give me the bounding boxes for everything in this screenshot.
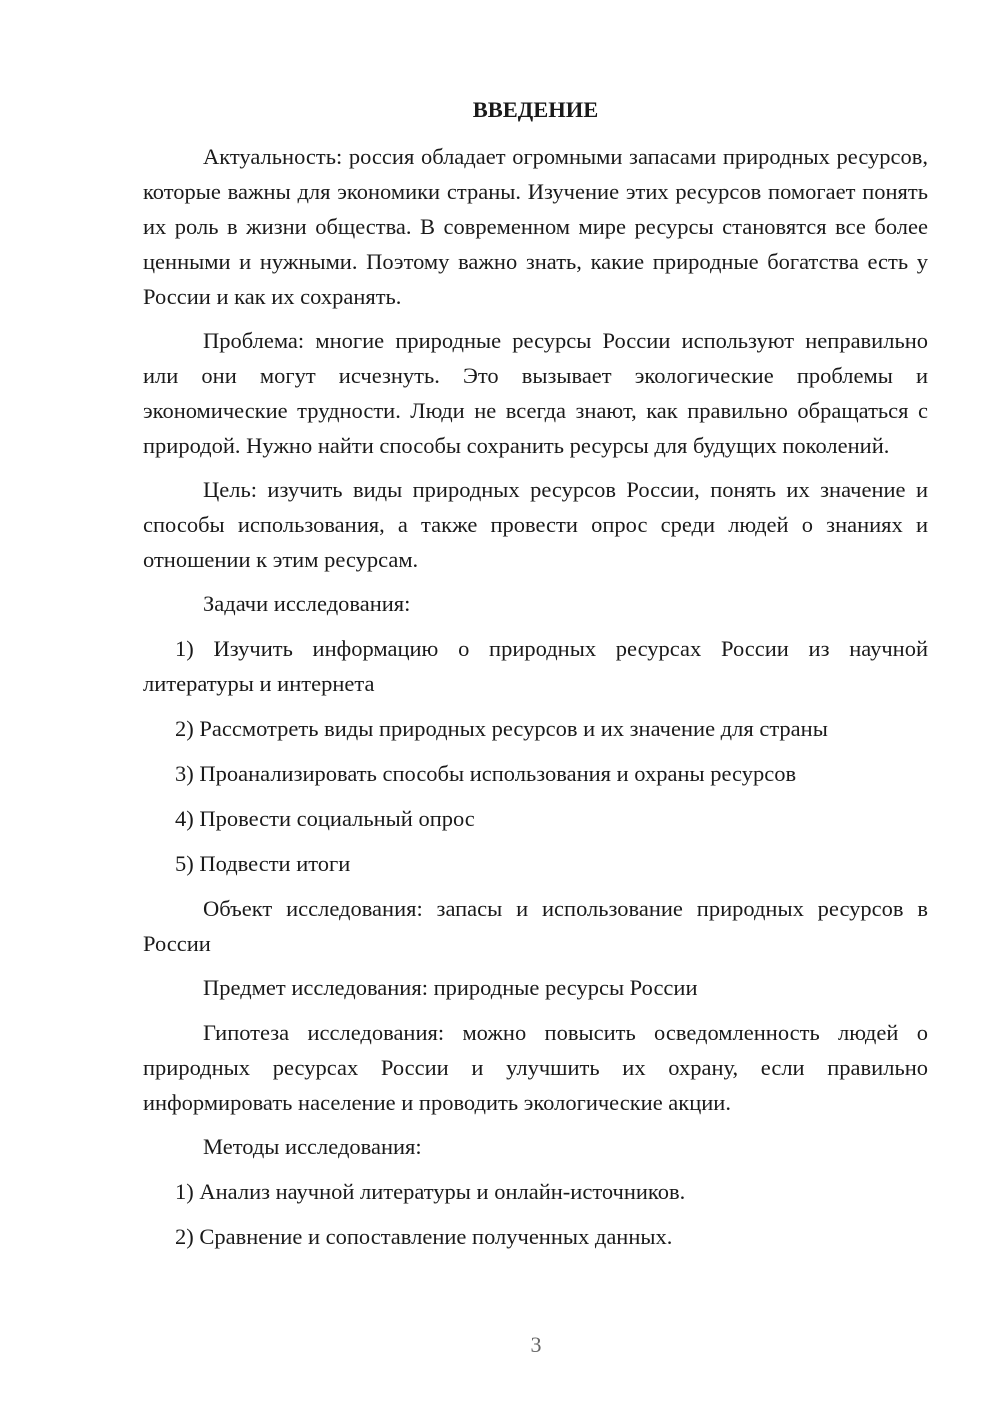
object-paragraph: Объект исследования: запасы и использование природных ресурсов в России: [143, 896, 928, 956]
methods-heading: Методы исследования:: [203, 1134, 422, 1159]
subject-paragraph: Предмет исследования: природные ресурсы России: [203, 975, 698, 1000]
method-item-1: 1) Анализ научной литературы и онлайн-источников.: [175, 1179, 686, 1204]
page-number: 3: [530, 1332, 542, 1357]
task-item-2: 2) Рассмотреть виды природных ресурсов и их значение для страны: [175, 716, 828, 741]
problem-paragraph: Проблема: многие природные ресурсы России используют неправильно или они могут исчезнуть. Это вызывает экологические проблемы и экономические трудности. Люди не всегда знают, как правильно обращаться с природой. Нужно найти способы сохранить ресурсы для будущих поколений.: [143, 328, 928, 458]
document-page: [143, 92, 928, 1264]
task-item-4: 4) Провести социальный опрос: [175, 806, 475, 831]
section-title: ВВЕДЕНИЕ: [472, 97, 599, 122]
goal-paragraph: Цель: изучить виды природных ресурсов России, понять их значение и способы использования, а также провести опрос среди людей о знаниях и отношении к этим ресурсам.: [143, 477, 928, 572]
task-item-3: 3) Проанализировать способы использования и охраны ресурсов: [175, 761, 797, 786]
task-item-5: 5) Подвести итоги: [175, 851, 351, 876]
relevance-paragraph: Актуальность: россия обладает огромными запасами природных ресурсов, которые важны для экономики страны. Изучение этих ресурсов помогает понять их роль в жизни общества. В современном мире ресурсы становятся все более ценными и нужными. Поэтому важно знать, какие природные богатства есть у России и как их сохранять.: [143, 144, 928, 309]
hypothesis-paragraph: Гипотеза исследования: можно повысить осведомленность людей о природных ресурсах России и улучшить их охрану, если правильно информировать население и проводить экологические акции.: [143, 1020, 928, 1115]
tasks-heading: Задачи исследования:: [203, 591, 411, 616]
method-item-2: 2) Сравнение и сопоставление полученных данных.: [175, 1224, 673, 1249]
task-item-1: 1) Изучить информацию о природных ресурсах России из научной литературы и интернета: [143, 636, 928, 696]
